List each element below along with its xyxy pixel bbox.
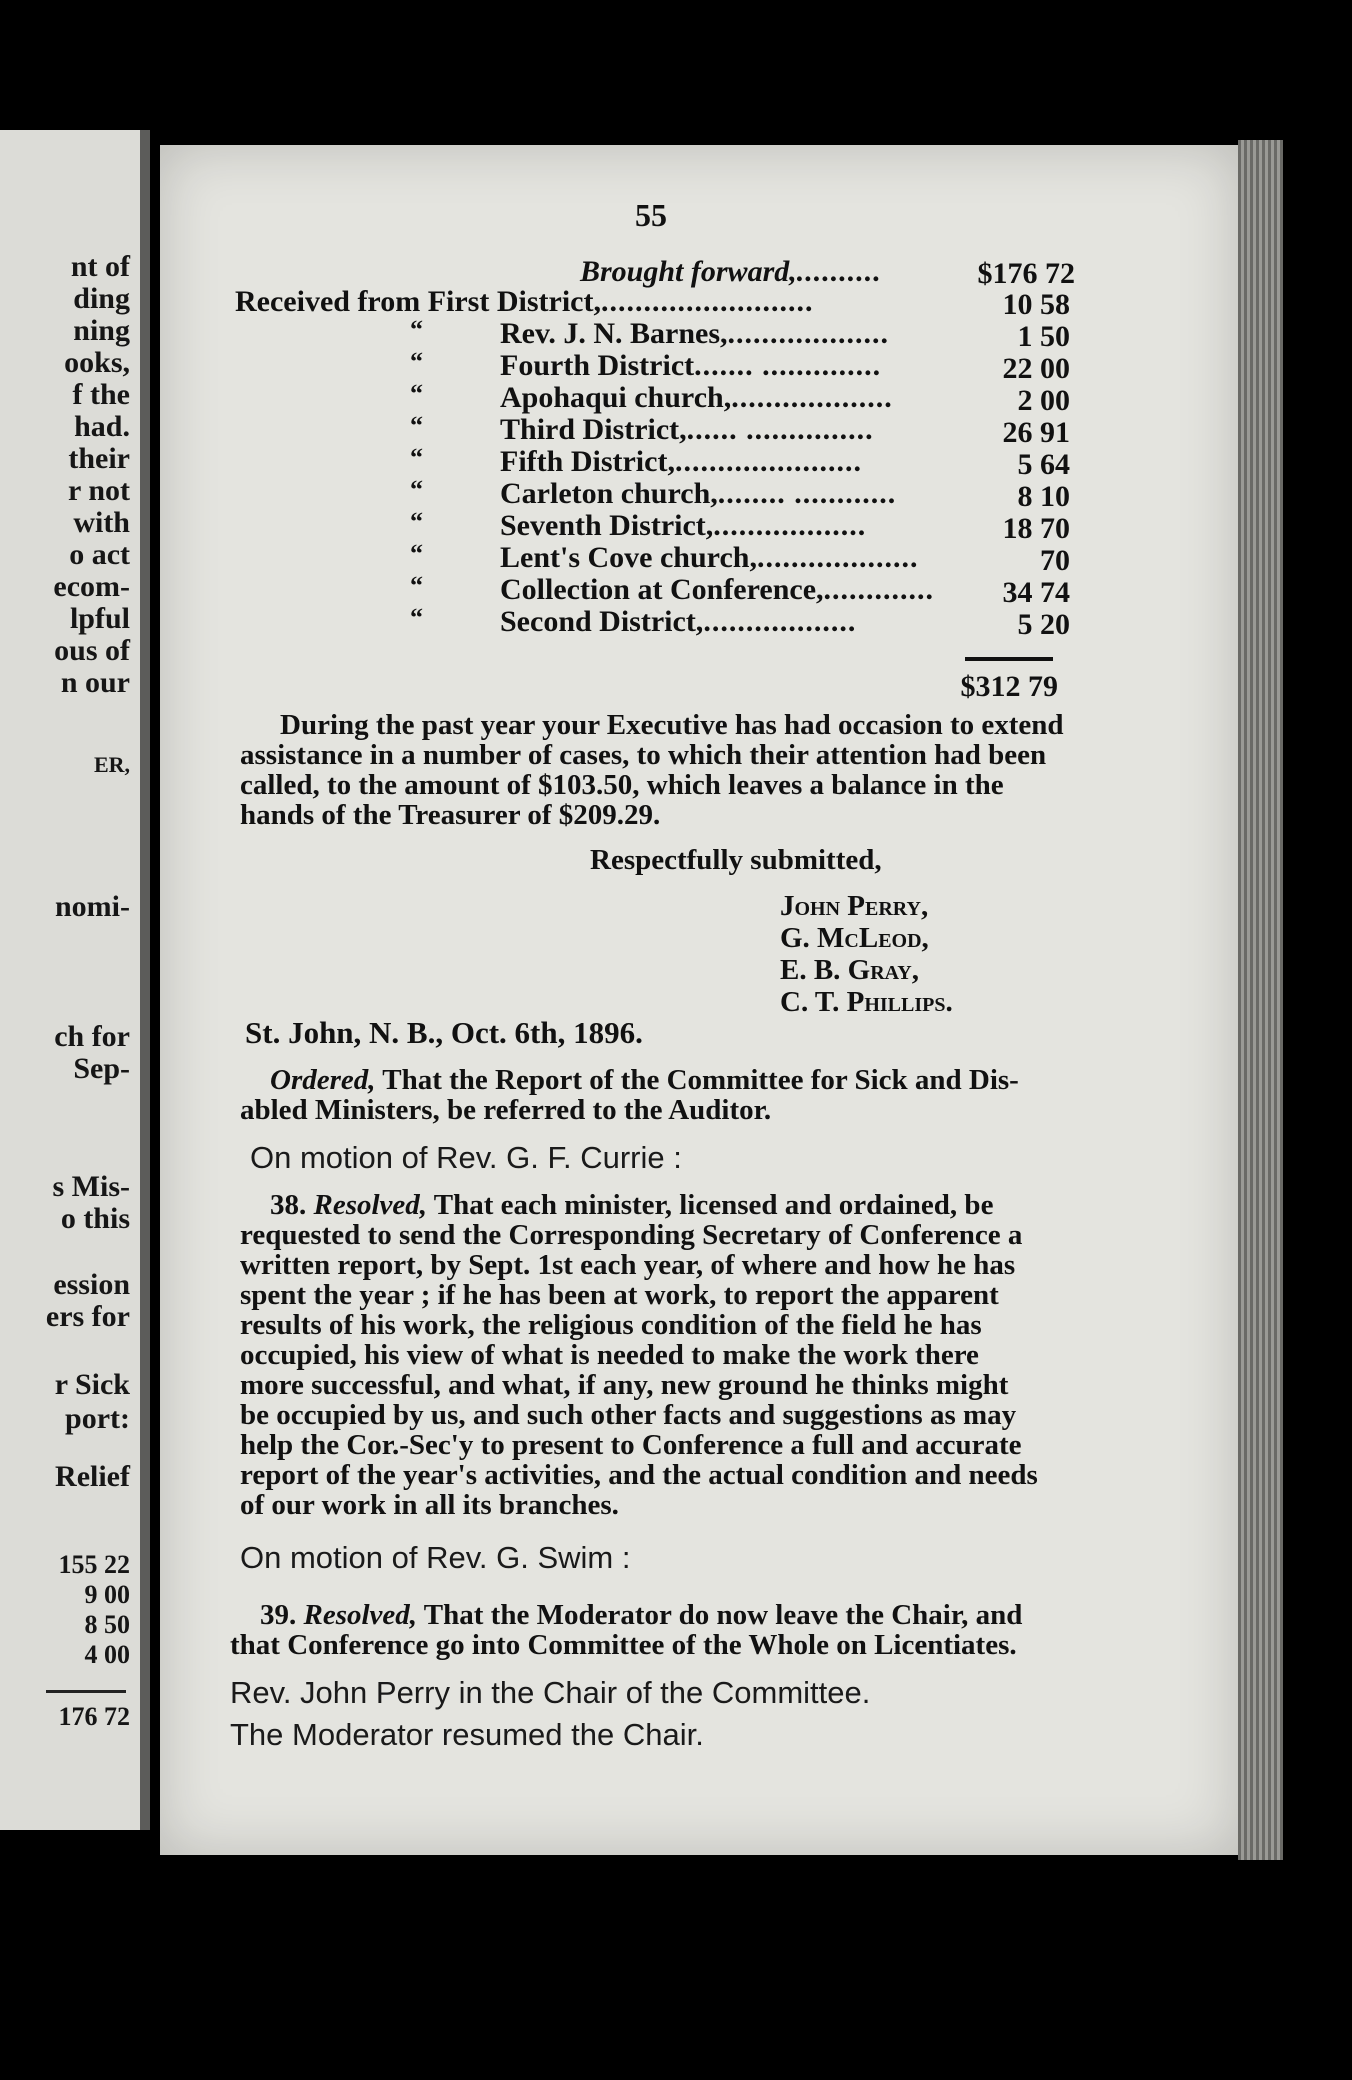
ledger-row-label: Received from First District,......................... bbox=[235, 285, 814, 318]
left-page-total-rule bbox=[46, 1690, 126, 1693]
ditto-mark: “ bbox=[410, 603, 423, 632]
ordered-line: Ordered, That the Report of the Committee for Sick and Dis- bbox=[270, 1064, 1019, 1096]
left-page-line: s Mis- bbox=[52, 1170, 130, 1203]
left-page-line: nomi- bbox=[55, 890, 130, 923]
chair-line: Rev. John Perry in the Chair of the Committee. bbox=[230, 1675, 871, 1710]
brought-forward-label: Brought forward,.......... bbox=[580, 255, 882, 288]
report-paragraph-line: assistance in a number of cases, to which their attention had been bbox=[240, 739, 1047, 771]
place-date: St. John, N. B., Oct. 6th, 1896. bbox=[245, 1015, 643, 1050]
signatory: C. T. Phillips. bbox=[780, 986, 953, 1018]
left-page-line: 4 00 bbox=[84, 1640, 130, 1669]
resolution-line: requested to send the Corresponding Secretary of Conference a bbox=[240, 1219, 1023, 1251]
chair-line: The Moderator resumed the Chair. bbox=[230, 1717, 704, 1752]
ledger-row-amount: 26 91 bbox=[1002, 416, 1070, 449]
ledger-row-amount: 18 70 bbox=[1002, 512, 1070, 545]
ledger-row-amount: 8 10 bbox=[1017, 480, 1070, 513]
resolution-line: occupied, his view of what is needed to make the work there bbox=[240, 1339, 979, 1371]
left-page-line: ning bbox=[73, 314, 130, 347]
ditto-mark: “ bbox=[410, 411, 423, 440]
left-page-line: f the bbox=[72, 378, 130, 411]
left-page-line: ooks, bbox=[64, 346, 130, 379]
signatory: John Perry, bbox=[780, 890, 929, 922]
left-facing-page bbox=[0, 130, 150, 1830]
left-page-line: ous of bbox=[54, 634, 130, 667]
left-page-line: with bbox=[73, 506, 130, 539]
left-page-line: ers for bbox=[45, 1300, 130, 1333]
resolution-line: report of the year's activities, and the actual condition and needs bbox=[240, 1459, 1038, 1491]
ledger-row-amount: 2 00 bbox=[1017, 384, 1070, 417]
left-page-line: ER, bbox=[93, 752, 130, 777]
ditto-mark: “ bbox=[410, 443, 423, 472]
resolution-line: more successful, and what, if any, new ground he thinks might bbox=[240, 1369, 1009, 1401]
ditto-mark: “ bbox=[410, 571, 423, 600]
ordered-line: abled Ministers, be referred to the Auditor. bbox=[240, 1094, 772, 1126]
resolution-line: help the Cor.-Sec'y to present to Conference a full and accurate bbox=[240, 1429, 1022, 1461]
ledger-total-rule bbox=[965, 657, 1053, 661]
report-paragraph-line: called, to the amount of $103.50, which leaves a balance in the bbox=[240, 769, 1004, 801]
left-page-line: Sep- bbox=[73, 1052, 130, 1085]
ditto-mark: “ bbox=[410, 475, 423, 504]
left-page-line: their bbox=[68, 442, 130, 475]
resolution-line: written report, by Sept. 1st each year, of where and how he has bbox=[240, 1249, 1016, 1281]
left-page-line: Relief bbox=[55, 1460, 130, 1493]
left-page-line: r not bbox=[68, 474, 130, 507]
left-page-line: o act bbox=[69, 538, 130, 571]
ledger-row-label: Fourth District....... .............. bbox=[500, 349, 882, 382]
left-page-line: lpful bbox=[69, 602, 130, 635]
ledger-row-amount: 10 58 bbox=[1002, 288, 1070, 321]
left-page-line: ding bbox=[73, 282, 130, 315]
ledger-row-label: Third District,...... ............... bbox=[500, 413, 874, 446]
resolution-line: results of his work, the religious condition of the field he has bbox=[240, 1309, 982, 1341]
left-page-line: ch for bbox=[54, 1020, 130, 1053]
ledger-row-label: Collection at Conference,............. bbox=[500, 573, 935, 606]
closing-line: Respectfully submitted, bbox=[590, 844, 882, 876]
ditto-mark: “ bbox=[410, 347, 423, 376]
report-paragraph-line: During the past year your Executive has had occasion to extend bbox=[280, 709, 1064, 741]
ledger-row-amount: 5 64 bbox=[1017, 448, 1070, 481]
left-page-line: n our bbox=[60, 666, 130, 699]
left-page-line: 155 22 bbox=[58, 1550, 130, 1579]
left-page-line: 9 00 bbox=[84, 1580, 130, 1609]
brought-forward-amount: $176 72 bbox=[977, 257, 1075, 290]
ledger-row-label: Apohaqui church,................... bbox=[500, 381, 893, 414]
left-page-line: o this bbox=[60, 1202, 130, 1235]
ledger-row-label: Fifth District,...................... bbox=[500, 445, 862, 478]
ledger-row-amount: 70 bbox=[1040, 544, 1070, 577]
ledger-row-amount: 34 74 bbox=[1002, 576, 1070, 609]
left-page-line: port: bbox=[65, 1402, 130, 1435]
resolution-line: 38. Resolved, That each minister, licensed and ordained, be bbox=[270, 1189, 994, 1221]
left-page-line: had. bbox=[74, 410, 130, 443]
resolution-line: of our work in all its branches. bbox=[240, 1489, 619, 1521]
ledger-row-amount: 22 00 bbox=[1002, 352, 1070, 385]
motion-heading: On motion of Rev. G. F. Currie : bbox=[250, 1140, 682, 1175]
resolution-line: spent the year ; if he has been at work, to report the apparent bbox=[240, 1279, 999, 1311]
ledger-row-label: Lent's Cove church,................... bbox=[500, 541, 919, 574]
motion-heading: On motion of Rev. G. Swim : bbox=[240, 1540, 631, 1575]
report-paragraph-line: hands of the Treasurer of $209.29. bbox=[240, 799, 661, 831]
ledger-row-label: Rev. J. N. Barnes,................... bbox=[500, 317, 889, 350]
ledger-total: $312 79 bbox=[960, 670, 1058, 703]
signatory: E. B. Gray, bbox=[780, 954, 919, 986]
ditto-mark: “ bbox=[410, 507, 423, 536]
ledger-row-amount: 1 50 bbox=[1017, 320, 1070, 353]
ledger-row-label: Carleton church,........ ............ bbox=[500, 477, 897, 510]
ditto-mark: “ bbox=[410, 539, 423, 568]
left-page-line: 176 72 bbox=[58, 1702, 130, 1731]
page-edge-stack bbox=[1238, 140, 1283, 1860]
resolution-line: be occupied by us, and such other facts and suggestions as may bbox=[240, 1399, 1017, 1431]
left-page-line: r Sick bbox=[54, 1368, 130, 1401]
left-page-line: ession bbox=[53, 1268, 130, 1301]
signatory: G. McLeod, bbox=[780, 922, 929, 954]
ledger-row-label: Second District,.................. bbox=[500, 605, 857, 638]
left-page-line: 8 50 bbox=[84, 1610, 130, 1639]
resolution-line: 39. Resolved, That the Moderator do now leave the Chair, and bbox=[260, 1599, 1023, 1631]
ledger-row-label: Seventh District,.................. bbox=[500, 509, 867, 542]
main-page bbox=[160, 145, 1238, 1855]
left-page-line: ecom- bbox=[53, 570, 130, 603]
page-number: 55 bbox=[635, 197, 667, 233]
ditto-mark: “ bbox=[410, 379, 423, 408]
resolution-line: that Conference go into Committee of the Whole on Licentiates. bbox=[230, 1629, 1017, 1661]
ledger-row-amount: 5 20 bbox=[1017, 608, 1070, 641]
left-page-line: nt of bbox=[70, 250, 130, 283]
ditto-mark: “ bbox=[410, 315, 423, 344]
